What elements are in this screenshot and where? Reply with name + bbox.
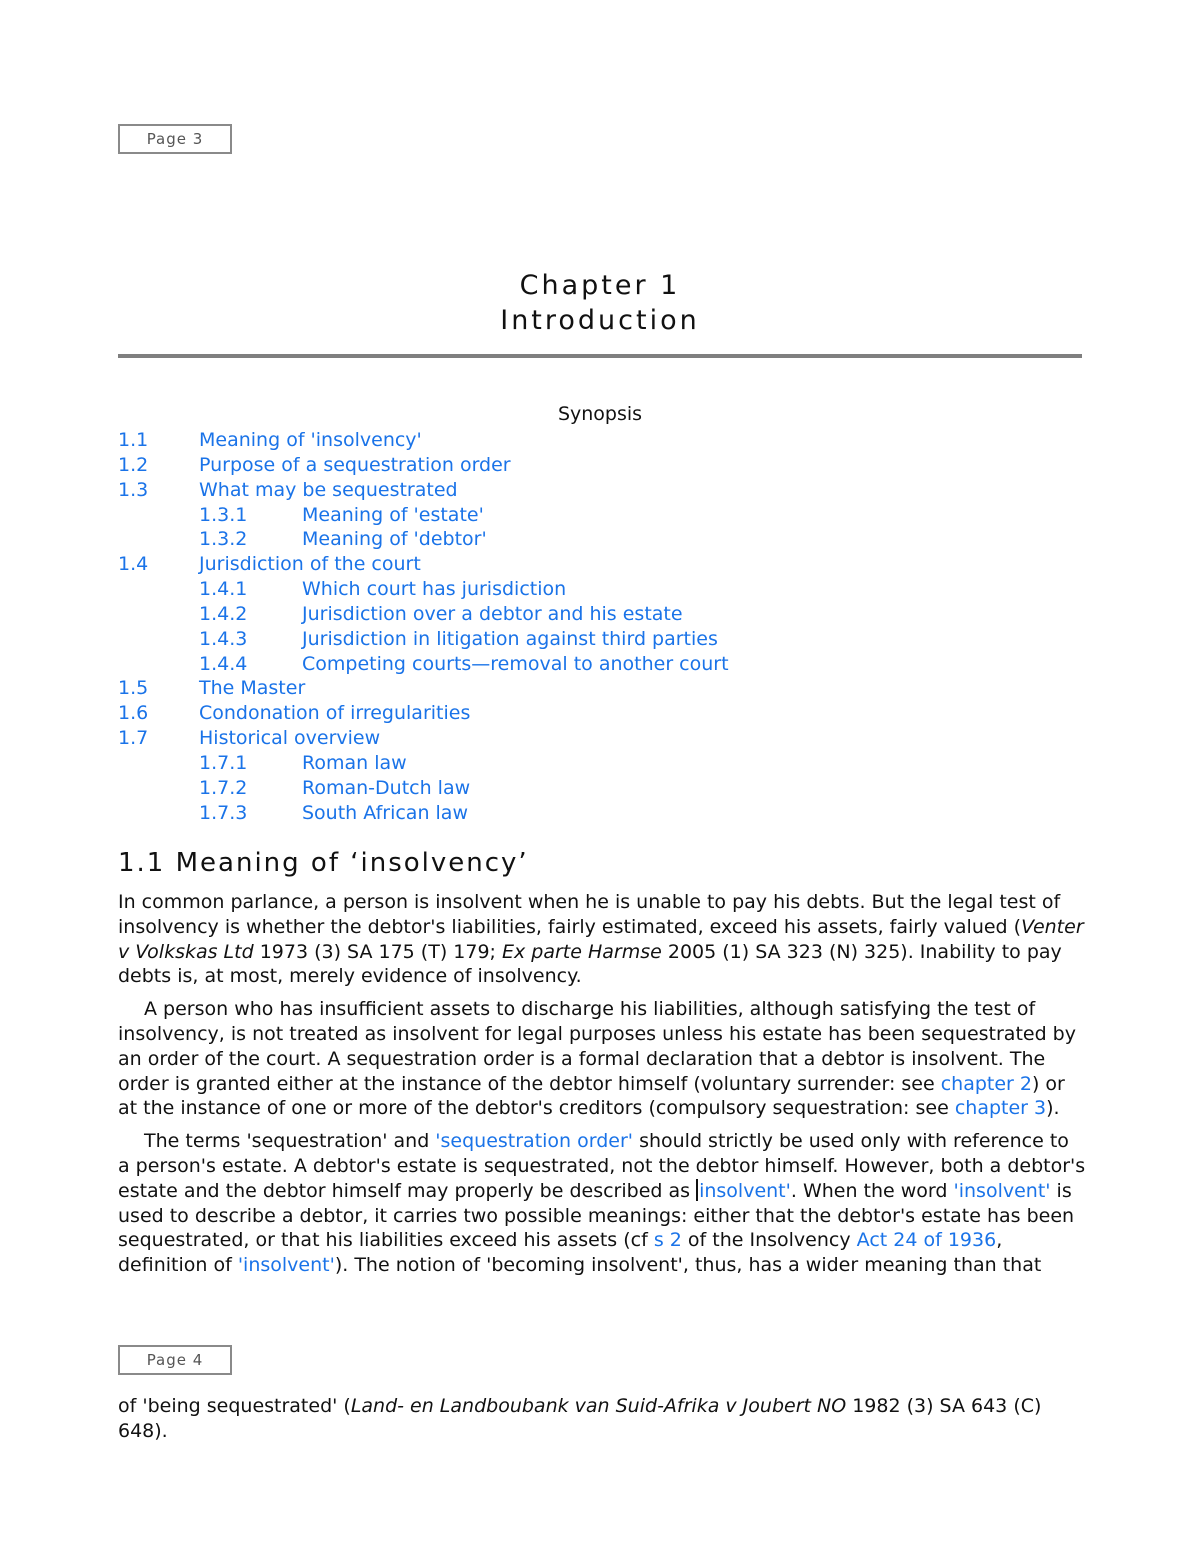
text: of the Insolvency (681, 1229, 857, 1252)
paragraph (118, 997, 1086, 1121)
page-marker: Page 4 (118, 1345, 232, 1375)
synopsis-item[interactable] (118, 527, 1082, 552)
text: is used to describe a debtor, it carries two possible meanings: either that the debtor's estate has been sequestrated, or that his liabilities exceed his assets (cf (118, 1179, 1075, 1252)
paragraph (118, 1394, 1086, 1444)
synopsis-item-number: 1.3.2 (199, 528, 248, 551)
synopsis-item-number: 1.1 (118, 429, 149, 451)
synopsis-item[interactable] (118, 428, 1082, 453)
synopsis-item[interactable] (118, 701, 1082, 726)
text: 2005 (1) SA 323 (N) 325). Inability to pay debts is, at most, merely evidence of insolvency. (118, 940, 1062, 988)
text: , definition of (118, 1229, 1003, 1277)
chapter-heading (118, 268, 1082, 338)
synopsis-item[interactable] (118, 776, 1082, 801)
section-body (118, 890, 1086, 1286)
section-2-link[interactable]: s 2 (653, 1229, 682, 1252)
synopsis-item[interactable] (118, 676, 1082, 701)
chapter-3-link[interactable]: chapter 3 (954, 1097, 1047, 1120)
synopsis-item-title[interactable]: Historical overview (199, 727, 381, 750)
text: In common parlance, a person is insolvent when he is unable to pay his debts. But the legal test of insolvency is whether the debtor's liabilities, fairly estimated, exceed his assets, fairly valued ( (118, 891, 1061, 938)
synopsis-item-title[interactable]: Jurisdiction of the court (199, 553, 421, 576)
synopsis-item-title[interactable]: Which court has jurisdiction (302, 578, 567, 601)
synopsis-item-number: 1.4.4 (199, 652, 248, 675)
synopsis-item-number: 1.6 (118, 702, 149, 725)
synopsis-item[interactable] (118, 602, 1082, 627)
synopsis-item-number: 1.7.1 (199, 751, 248, 774)
chapter-number: Chapter 1 (519, 270, 681, 301)
text: 1982 (3) SA 643 (C) 648). (118, 1395, 1042, 1442)
synopsis-item[interactable] (118, 577, 1082, 602)
insolvent-link[interactable]: 'insolvent' (953, 1179, 1051, 1202)
insolvent-definition-link[interactable]: 'insolvent' (237, 1254, 335, 1277)
sequestration-order-link[interactable]: 'sequestration order' (435, 1130, 634, 1153)
case-citation: Ex parte Harmse (501, 940, 662, 963)
text: A person who has insufficient assets to discharge his liabilities, although satisfying the test of insolvency, is not treated as insolvent for legal purposes unless his estate has been sequestrated by an order of the court. A sequestration order is a formal declaration that a debtor is insolvent. The order is granted either at the instance of the debtor himself (voluntary surrender: see (118, 998, 1076, 1095)
case-citation: Land- en Landboubank van Suid-Afrika v Joubert NO (350, 1395, 847, 1417)
synopsis-item-number: 1.4.3 (199, 627, 248, 650)
synopsis-item[interactable] (118, 652, 1082, 677)
synopsis-item-title[interactable]: Condonation of irregularities (199, 702, 471, 725)
synopsis-item-title[interactable]: The Master (199, 677, 306, 700)
synopsis-item-number: 1.7.3 (199, 801, 248, 824)
synopsis-item-title[interactable]: What may be sequestrated (199, 478, 458, 501)
insolvency-act-link[interactable]: Act 24 of 1936 (856, 1229, 997, 1252)
synopsis-item-title[interactable]: Jurisdiction in litigation against third parties (302, 627, 718, 650)
text: should strictly be used only with reference to a person's estate. A debtor's estate is sequestrated, not the debtor himself. However, both a debtor's estate and the debtor himself may properly be described as (118, 1130, 1086, 1202)
synopsis-item-number: 1.3 (118, 478, 149, 501)
text: 1973 (3) SA 175 (T) 179; (253, 940, 502, 963)
page-marker: Page 3 (118, 124, 232, 154)
synopsis-item-title[interactable]: Meaning of 'insolvency' (199, 429, 422, 451)
paragraph (118, 890, 1086, 989)
synopsis-list (118, 428, 1082, 826)
synopsis-item-number: 1.4.2 (199, 602, 248, 625)
chapter-2-link[interactable]: chapter 2 (940, 1072, 1032, 1095)
synopsis-item-number: 1.4.1 (199, 578, 248, 601)
text: ). (1046, 1097, 1060, 1120)
text: ). The notion of 'becoming insolvent', thus, has a wider meaning than that (334, 1254, 1042, 1277)
text: of 'being sequestrated' ( (118, 1395, 351, 1417)
synopsis-item[interactable] (118, 503, 1082, 528)
synopsis-item[interactable] (118, 751, 1082, 776)
synopsis-item[interactable] (118, 627, 1082, 652)
synopsis-item[interactable] (118, 478, 1082, 503)
text: ) or at the instance of one or more of the debtor's creditors (compulsory sequestration: see (118, 1072, 1065, 1120)
paragraph (118, 1129, 1086, 1278)
synopsis-item[interactable] (118, 726, 1082, 751)
synopsis-item-title[interactable]: South African law (302, 801, 468, 824)
synopsis-item[interactable] (118, 453, 1082, 478)
synopsis-item-number: 1.7 (118, 727, 149, 750)
synopsis-item-title[interactable]: Competing courts—removal to another court (302, 652, 729, 675)
synopsis-item-title[interactable]: Jurisdiction over a debtor and his estate (302, 602, 683, 625)
synopsis-item-number: 1.5 (118, 677, 149, 700)
section-body-continued (118, 1394, 1086, 1452)
synopsis-item-number: 1.3.1 (199, 503, 248, 526)
chapter-title: Introduction (500, 305, 700, 336)
synopsis-item-title[interactable]: Meaning of 'estate' (302, 503, 484, 526)
text-cursor (696, 1179, 698, 1201)
text: The terms 'sequestration' and (144, 1130, 436, 1153)
synopsis-item-title[interactable]: Roman-Dutch law (302, 776, 471, 799)
synopsis-item-title[interactable]: Roman law (302, 751, 407, 774)
synopsis-item-number: 1.4 (118, 553, 149, 576)
section-heading: 1.1 Meaning of ‘insolvency’ (118, 848, 529, 878)
synopsis-item[interactable] (118, 552, 1082, 577)
synopsis-item-title[interactable]: Purpose of a sequestration order (199, 453, 511, 476)
synopsis-item-number: 1.2 (118, 453, 149, 476)
text: . When the word (790, 1179, 954, 1202)
synopsis-item-number: 1.7.2 (199, 776, 248, 799)
insolvent-link[interactable]: insolvent' (699, 1179, 791, 1202)
synopsis-item[interactable] (118, 801, 1082, 826)
synopsis-title: Synopsis (557, 403, 643, 425)
heading-rule (118, 354, 1082, 358)
case-citation: Venter v Volkskas Ltd (118, 915, 1084, 963)
synopsis-item-title[interactable]: Meaning of 'debtor' (302, 528, 487, 551)
